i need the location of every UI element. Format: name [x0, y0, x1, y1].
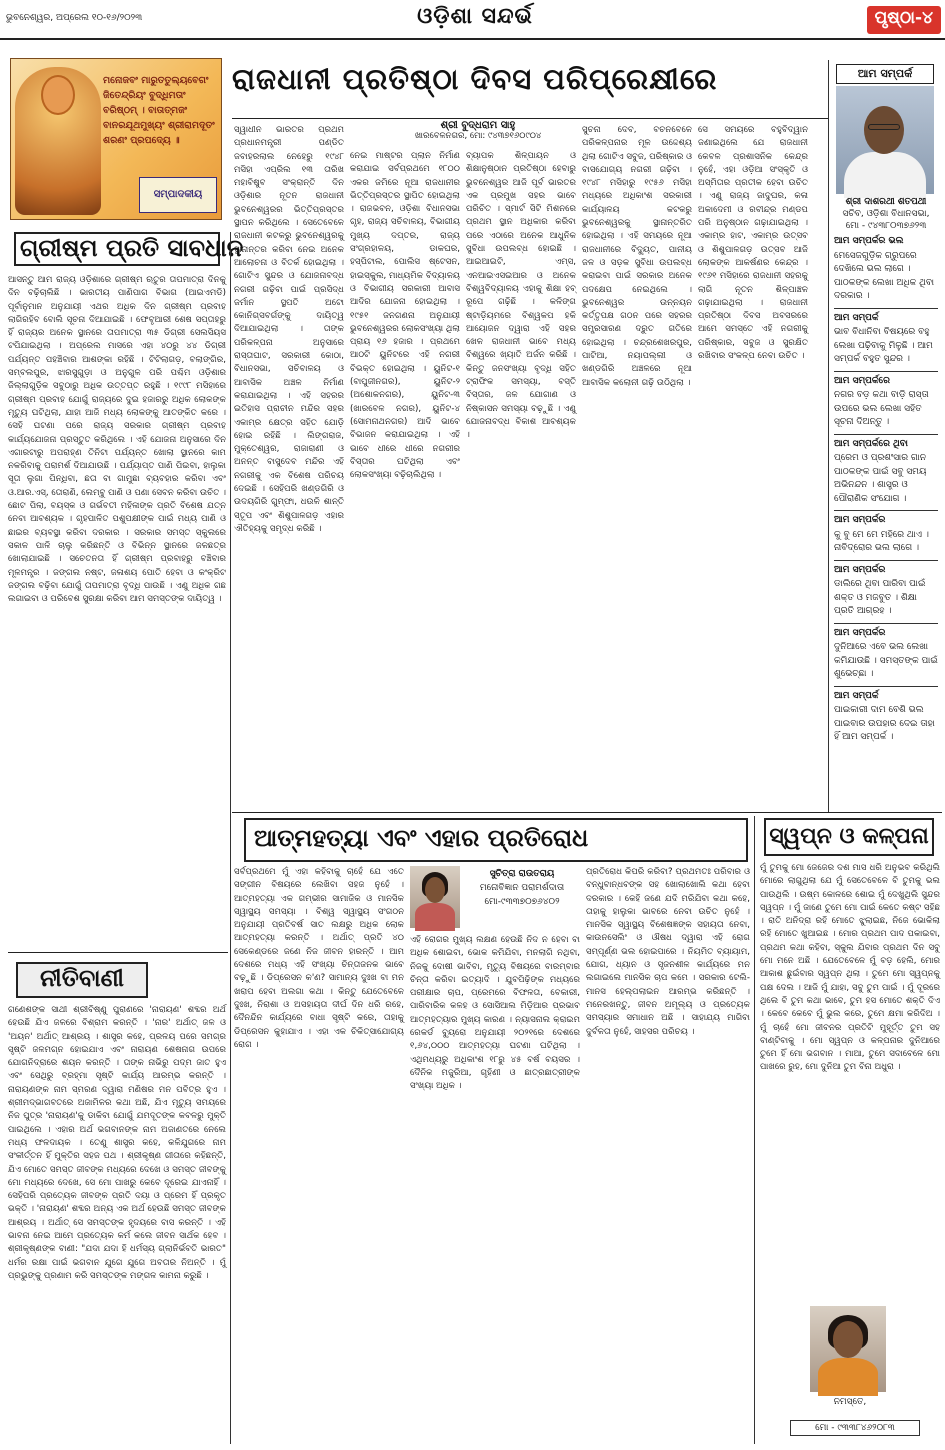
niti-heading: ନୀତିବାଣୀ: [16, 962, 148, 998]
letter-item: [834, 511, 938, 561]
divider: [232, 812, 942, 813]
letter-item: [834, 309, 938, 372]
letter-body: ନଗର ବଡ଼ କଥା ବାଡ଼ି ରାସ୍ତା ଉପରେ ଭଲ ଲେଖା ସହିତ ସୂଚନା ଦିଅନ୍ତୁ ।: [834, 390, 929, 427]
letter-title: ଆମ ସମ୍ପର୍କରେ ଥିବା: [834, 438, 908, 449]
letter-title: ଆମ ସମ୍ପର୍କ: [834, 690, 879, 701]
lead-column-2: ନେଇ ମାଷ୍ଟର ପ୍ଲାନ ନିର୍ମାଣ କରାଯାଇ ସର୍ବପ୍ରଥମେ ୧୮୦୦ ଏକର ଜମିରେ ନୂଆ ରାଜଧାନୀର ଭିତ୍ତିପ୍ରସ୍ତର ସ୍ଥାପିତ ହୋଇଥିଲା । ରାଜଭବନ, ଓଡ଼ିଶା ବିଧାନସଭା ଗୃହ, ରାଜ୍ୟ ସଚିବାଳୟ, ବିଭାଗୀୟ ମୁଖ୍ୟ ଦପ୍ତର, ରାଜ୍ୟ ସଂଗ୍ରହାଳୟ, ଡାକଘର, ହସ୍ପିଟାଲ, ପୋଲିସ ଷ୍ଟେସନ, ହାଇସ୍କୁଲ, ମାଧ୍ୟମିକ ବିଦ୍ୟାଳୟ ଓ ବିଭାଗୀୟ ସରକାରୀ ଆବାସ ଆଦିର ଯୋଜନା ହୋଇଥିଲା । ୧୯୫୧ ଜନଗଣନା ଅନୁଯାୟୀ ଭୁବନେଶ୍ୱରର ଲୋକସଂଖ୍ୟା ଥିଲା ପ୍ରାୟ ୧୬ ହଜାର । ପ୍ରଥମେ ଆଠଟି ୟୁନିଟରେ ଏହି ନଗରୀ ବିଭକ୍ତ ହୋଇଥିଲା । ୟୁନିଟ-୧ (ବାପୁଜୀନଗର), ୟୁନିଟ-୨ (ଅଶୋକନଗର), ୟୁନିଟ-୩ (ଖାରବେଳ ନଗର), ୟୁନିଟ-୪ (ସୋମନାଥନଗର) ଆଦି ଭାବେ ବିଭାଜନ କରାଯାଇଥିଲା । ଏହି ଭାବେ ଧୀରେ ଧୀରେ ନଗରୀର ବିସ୍ତାର ଘଟିଥିଲା ଏବଂ ଲୋକସଂଖ୍ୟା ବଢ଼ିଚାଲିଥିଲା ।: [350, 151, 460, 481]
suicide-article-headline: ଆତ୍ମହତ୍ୟା ଏବଂ ଏହାର ପ୍ରତିରୋଧ: [244, 818, 748, 862]
issue-date: ଭୁବନେଶ୍ୱର, ଅପ୍ରେଲ ୧୦-୧୬/୨୦୨୩: [6, 13, 143, 23]
newspaper-name: ଓଡ଼ିଶା ସନ୍ଦର୍ଭ: [417, 4, 533, 29]
quote-verse: ମନୋଜବଂ ମାରୁତତୁଲ୍ୟବେଗଂ ଜିତେନ୍ଦ୍ରିୟଂ ବୁଦ୍ଧିମତାଂ ବରିଷ୍ଠମ୍ । ବାତାତ୍ମଜଂ ବାନରଯୂଥମୁଖ୍ୟଂ ଶ୍ରୀରାମଦୂତଂ ଶରଣଂ ପ୍ରପଦ୍ୟେ ॥: [103, 75, 215, 146]
suicide-column-1: ସର୍ବପ୍ରଥମେ ମୁଁ ଏହା କହିବାକୁ ଚାହେଁ ଯେ ଏତେ ସଙ୍ଗୀନ ବିଷୟରେ ଲେଖିବା ସହଜ ନୁହେଁ । ଆତ୍ମହତ୍ୟା ଏକ ଗମ୍ଭୀର ସାମାଜିକ ଓ ମାନସିକ ସ୍ୱାସ୍ଥ୍ୟ ସମସ୍ୟା । ବିଶ୍ୱ ସ୍ୱାସ୍ଥ୍ୟ ସଂଗଠନ ଅନୁଯାୟୀ ପ୍ରତିବର୍ଷ ସାତ ଲକ୍ଷରୁ ଅଧିକ ଲୋକ ଆତ୍ମହତ୍ୟା କରନ୍ତି । ଅର୍ଥାତ୍ ପ୍ରତି ୪୦ ସେକେଣ୍ଡରେ ଜଣେ ନିଜ ଜୀବନ ହାରନ୍ତି । ଆମ ଦେଶରେ ମଧ୍ୟ ଏହି ସଂଖ୍ୟା ଚିନ୍ତାଜନକ ଭାବେ ବଢ଼ୁଛି । ଡିପ୍ରେସନ କ'ଣ? ସାମାନ୍ୟ ଦୁଃଖ ବା ମନ ଖରାପ ହେବା ଅଲଗା କଥା । କିନ୍ତୁ ଯେତେବେଳେ ଦୁଃଖ, ନିରାଶା ଓ ଅସହାୟତା ଦୀର୍ଘ ଦିନ ଧରି ରହେ, ଦୈନନ୍ଦିନ କାର୍ଯ୍ୟରେ ବାଧା ସୃଷ୍ଟି କରେ, ତାହାକୁ ଡିପ୍ରେସନ କୁହାଯାଏ । ଏହା ଏକ ଚିକିତ୍ସାଯୋଗ୍ୟ ରୋଗ ।: [234, 867, 404, 1050]
letter-body: ଡାଲିରେ ଥିବା ପାରିବା ପାଇଁ ଶକ୍ତ ଓ ମଜବୁତ । ଶିକ୍ଷା ପ୍ରତି ଆଗ୍ରହ ।: [834, 579, 926, 616]
suicide-author-contact: ମୋ-୯୩୩୭୦୭୬୪୦୨: [484, 897, 560, 907]
secretary-title: ସଚିବ, ଓଡ଼ିଶା ବିଧାନସଭା,: [842, 209, 930, 219]
letter-item: [834, 624, 938, 687]
dream-author: ନମସ୍ତେ,: [833, 1397, 867, 1407]
letter-item: [834, 561, 938, 624]
sidebar-tag: ଆମ ସମ୍ପର୍କ: [836, 64, 934, 84]
dream-contact: ମୋ - ୯୩୩୮୪୬୨୦୮୩: [790, 1420, 920, 1436]
devotional-quote-panel: [10, 58, 222, 220]
lead-author-contact: ଖାରବେଳନଗର, ମୋ: ୯୪୩୭୧୬୦୯୦୪: [414, 131, 542, 141]
dream-article-heading: ସ୍ୱପ୍ନ ଓ କଳ୍ପନା: [764, 818, 934, 856]
divider: [8, 952, 228, 953]
suicide-author-role: ମନୋବିଜ୍ଞାନ ପରାମର୍ଶଦାତା: [479, 883, 565, 893]
divider: [232, 118, 828, 119]
suicide-column-2: ଏହି ରୋଗର ମୁଖ୍ୟ ଲକ୍ଷଣ ହେଉଛି ନିଦ ନ ହେବା ବା ଅଧିକ ଶୋଇବା, ଭୋକ କମିଯିବା, ମନଲାଗି ନଥିବା, ନିଜକୁ ଦୋଷୀ ଭାବିବା, ମୃତ୍ୟୁ ବିଷୟରେ ବାରମ୍ବାର ଚିନ୍ତା କରିବା ଇତ୍ୟାଦି । ଯୁବପିଢ଼ିଙ୍କ ମଧ୍ୟରେ ପରୀକ୍ଷାର ଚାପ, ପ୍ରେମରେ ବିଫଳତା, ବେକାରୀ, ପାରିବାରିକ କଳହ ଓ ସୋସିଆଲ ମିଡ଼ିଆର ପ୍ରଭାବ ଆତ୍ମହତ୍ୟାର ମୁଖ୍ୟ କାରଣ । ନ୍ୟାସନାଲ କ୍ରାଇମ ରେକର୍ଡ ବ୍ୟୁରୋ ଅନୁଯାୟୀ ୨୦୨୧ରେ ଦେଶରେ ୧,୬୪,୦୦୦ ଆତ୍ମହତ୍ୟା ଘଟଣା ଘଟିଥିଲା । ଏଥିମଧ୍ୟରୁ ଅଧିକାଂଶ ୧୮ରୁ ୪୫ ବର୍ଷ ବୟସର । ଦୈନିକ ମଜୁରିଆ, ଗୃହିଣୀ ଓ ଛାତ୍ରଛାତ୍ରୀଙ୍କ ସଂଖ୍ୟା ଅଧିକ ।: [410, 935, 580, 1092]
letter-title: ଆମ ସମ୍ପର୍କରେ: [834, 375, 890, 386]
page-number-badge: ପୃଷ୍ଠା-୪: [867, 6, 941, 34]
lead-column-5: ସେ ସମୟରେ ବହୁବିଦ୍ୱାନ ଜଣାଇଥିଲେ ଯେ ରାଜଧାନୀ କେବଳ ପ୍ରଶାସନିକ କେନ୍ଦ୍ର ନୁହେଁ, ଏହା ଓଡ଼ିଆ ସଂସ୍କୃତି ଓ ଅସ୍ମିତାର ପ୍ରତୀକ ହେବା ଉଚିତ । ଏଣୁ ରାଜ୍ୟ ଜାଦୁଘର, କଳା ଅକାଦେମୀ ଓ ରବୀନ୍ଦ୍ର ମଣ୍ଡପ ପରି ଅନୁଷ୍ଠାନ ଗଢ଼ାଯାଇଥିଲା । ଏକାମ୍ର ହାଟ, ଏକାମ୍ର ଉତ୍ସବ ଓ ଶିଶୁପାଳଗଡ଼ ଉତ୍ସବ ଆଜି ଲୋକଙ୍କ ଆକର୍ଷଣର କେନ୍ଦ୍ର । ୧୯୬୧ ମସିହାରେ ରାଜଧାନୀ ସହରକୁ ଲାଗି ନୂତନ ଶିଳ୍ପାଞ୍ଚଳ ଗଢ଼ାଯାଇଥିଲା । ରାଜଧାନୀ ପ୍ରତିଷ୍ଠା ଦିବସ ଅବସରରେ ଆମେ ସମସ୍ତେ ଏହି ନଗରୀକୁ ପରିଷ୍କାର, ସବୁଜ ଓ ସୁରକ୍ଷିତ ରଖିବାର ସଂକଳ୍ପ ନେବା ଉଚିତ ।: [698, 125, 808, 362]
lead-column-3: ବ୍ୟାପକ ଶିଳ୍ପାୟନ ଓ ଶିକ୍ଷାନୁଷ୍ଠାନ ପ୍ରତିଷ୍ଠା ହେବାରୁ ଭୁବନେଶ୍ୱର ଆଜି ପୂର୍ବ ଭାରତର ଏକ ପ୍ରମୁଖ ସହର ଭାବେ ପରିଚିତ । ସ୍ମାର୍ଟ ସିଟି ମିଶନରେ ପ୍ରଥମ ସ୍ଥାନ ଅଧିକାର କରିବା ପରେ ଏଠାରେ ଅନେକ ଆଧୁନିକ ସୁବିଧା ଉପଲବ୍ଧ ହୋଇଛି । ଆଇଆଇଟି, ଏମ୍ସ, ଏନଆଇଏସଇଆର ଓ ଅନେକ ବିଶ୍ୱବିଦ୍ୟାଳୟ ଏହାକୁ ଶିକ୍ଷା ହବ୍ ରୂପେ ଗଢ଼ିଛି । କଳିଙ୍ଗ ଷ୍ଟାଡ଼ିୟମରେ ବିଶ୍ୱକପ ହକି ଆୟୋଜନ ଦ୍ୱାରା ଏହି ସହର ଖେଳ ରାଜଧାନୀ ଭାବେ ମଧ୍ୟ ବିଶ୍ୱରେ ଖ୍ୟାତି ଅର୍ଜନ କରିଛି । କିନ୍ତୁ ଜନସଂଖ୍ୟା ବୃଦ୍ଧି ସହିତ ଟ୍ରାଫିକ ସମସ୍ୟା, ବସ୍ତି ବିସ୍ତାର, ଜଳ ଯୋଗାଣ ଓ ନିଷ୍କାସନ ସମସ୍ୟା ବଢ଼ୁଛି । ଏଣୁ ଯୋଜନାବଦ୍ଧ ବିକାଶ ଆବଶ୍ୟକ ।: [466, 151, 576, 441]
secretary-name: ଶ୍ରୀ ଦାଶରଥୀ ଶତପଥୀ: [845, 197, 927, 207]
letters-column: [834, 232, 938, 749]
column-divider: [828, 60, 829, 812]
secretary-photo: [836, 86, 934, 194]
lead-column-1: ସ୍ୱାଧୀନ ଭାରତର ପ୍ରଥମ ପ୍ରଧାନମନ୍ତ୍ରୀ ପଣ୍ଡିତ ଜବାହରଲାଲ ନେହେରୁ ୧୯୪୮ ମସିହା ଏପ୍ରିଲ ୧୩ ତାରିଖ ମହାବିଷୁବ ସଂକ୍ରାନ୍ତି ଦିନ ଓଡ଼ିଶାର ନୂତନ ରାଜଧାନୀ ଭୁବନେଶ୍ୱରର ଭିତ୍ତିପ୍ରସ୍ତର ସ୍ଥାପନ କରିଥିଲେ । ସେତେବେଳେ ରାଜଧାନୀ କଟକରୁ ଭୁବନେଶ୍ୱରକୁ ସ୍ଥାନାନ୍ତର କରିବା ନେଇ ଅନେକ ଆଲୋଚନା ଓ ବିତର୍କ ହୋଇଥିଲା । ଗୋଟିଏ ସୁନ୍ଦର ଓ ଯୋଜନାବଦ୍ଧ ନଗରୀ ଗଢ଼ିବା ପାଇଁ ପ୍ରସିଦ୍ଧ ଜର୍ମାନ ସ୍ଥପତି ଅଟୋ କୋନିଗ୍ସବର୍ଗଙ୍କୁ ଦାୟିତ୍ୱ ଦିଆଯାଇଥିଲା । ତାଙ୍କ ପରିକଳ୍ପନା ଅନୁସାରେ ରାସ୍ତାଘାଟ, ସରକାରୀ କୋଠା, ବିଧାନସଭା, ସଚିବାଳୟ ଓ ଆବାସିକ ଅଞ୍ଚଳ ନିର୍ମାଣ କରାଯାଇଥିଲା । ଏହି ସହରର ଇତିହାସ ପ୍ରାଚୀନ ମନ୍ଦିର ସହର ଏକାମ୍ର କ୍ଷେତ୍ର ସହିତ ଯୋଡ଼ି ହୋଇ ରହିଛି । ଲିଙ୍ଗରାଜ, ମୁକ୍ତେଶ୍ୱର, ରାଜାରାଣୀ ଓ ଅନନ୍ତ ବାସୁଦେବ ମନ୍ଦିର ଏହି ନଗରୀକୁ ଏକ ବିଶେଷ ପରିଚୟ ଦେଇଛି । ସେହିପରି ଖଣ୍ଡଗିରି ଓ ଉଦୟଗିରି ଗୁମ୍ଫା, ଧଉଳି ଶାନ୍ତି ସ୍ତୂପ ଏବଂ ଶିଶୁପାଳଗଡ଼ ଏହାର ଐତିହ୍ୟକୁ ସମୃଦ୍ଧ କରିଛି ।: [234, 125, 344, 534]
lead-headline: ରାଜଧାନୀ ପ୍ରତିଷ୍ଠା ଦିବସ ପରିପ୍ରେକ୍ଷୀରେ: [232, 62, 718, 96]
column-divider: [754, 816, 755, 1444]
author-photo-dream: [810, 1306, 886, 1392]
summer-article-heading: ଗ୍ରୀଷ୍ମ ପ୍ରତି ସାବଧାନ: [14, 232, 220, 266]
suicide-author: ସୁଚିତ୍ରା ରାଉତରାୟ: [489, 869, 555, 879]
lead-author: ଶ୍ରୀ ବୁଦ୍ଧରାମ ସାହୁ: [440, 120, 516, 131]
letter-body: ପାଇକାରୀ ଦାମ ବେଶି ଭଲ ପାଇବାର ଉପହାର ଦେଇ ତାହା ହିଁ ଆମ ସମ୍ପର୍କ ।: [834, 705, 935, 742]
letter-body: ମେସେଜଗୁଡ଼ିକ ଗ୍ରୁପରେ ଦେଖିଲେ ଭଲ ଲାଗେ । ପାଠକଙ୍କ ଲେଖା ଅଧିକ ଥିବା ଦରକାର ।: [834, 250, 935, 301]
letter-body: ପ୍ରେମ ଓ ପ୍ରଶଂସାର ଗାନ ପାଠକଙ୍କ ପାଇଁ ସବୁ ସମୟ ଅଭିନନ୍ଦନ । ଶାସ୍ତ୍ର ଓ ପୌରାଣିକ ସଂଯୋଗ ।: [834, 453, 927, 504]
niti-body: ଗଣେଶଙ୍କ ସାଥୀ ଶ୍ରୀବିଷ୍ଣୁ ପୁରାଣରେ 'ନାରାୟଣ' ଶବ୍ଦର ଅର୍ଥ ହେଉଛି ଯିଏ ଜଳରେ ବିଶ୍ରାମ କରନ୍ତି । 'ନାର' ଅର୍ଥାତ୍ ଜଳ ଓ 'ଅୟନ' ଅର୍ଥାତ୍ ଆଶ୍ରୟ । ଶାସ୍ତ୍ର କହେ, ପ୍ରଳୟ ପରେ ସମଗ୍ର ସୃଷ୍ଟି ଜଳମଗ୍ନ ହୋଇଯାଏ ଏବଂ ନାରାୟଣ ଶେଷନାଗ ଉପରେ ଯୋଗନିଦ୍ରାରେ ଶୟନ କରନ୍ତି । ତାଙ୍କ ନାଭିରୁ ପଦ୍ମ ଜାତ ହୁଏ ଏବଂ ସେଥିରୁ ବ୍ରହ୍ମା ସୃଷ୍ଟି କାର୍ଯ୍ୟ ଆରମ୍ଭ କରନ୍ତି । ନାରାୟଣଙ୍କ ନାମ ସ୍ମରଣ ଦ୍ୱାରା ମଣିଷର ମନ ପବିତ୍ର ହୁଏ । ଶ୍ରୀମଦ୍ଭାଗବତରେ ଅଜାମିଳର କଥା ଅଛି, ଯିଏ ମୃତ୍ୟୁ ସମୟରେ ନିଜ ପୁତ୍ର 'ନାରାୟଣ'କୁ ଡାକିବା ଯୋଗୁଁ ଯମଦୂତଙ୍କ କବଳରୁ ମୁକ୍ତି ପାଇଥିଲେ । ଏହାର ଅର୍ଥ ଭଗବାନଙ୍କ ନାମ ଅଜାଣତରେ ନେଲେ ମଧ୍ୟ ଫଳଦାୟକ । ତେଣୁ ଶାସ୍ତ୍ର କହେ, କଳିଯୁଗରେ ନାମ ସଂକୀର୍ତ୍ତନ ହିଁ ମୁକ୍ତିର ସହଜ ପଥ । ଶ୍ରୀକୃଷ୍ଣ ଗୀତାରେ କହିଛନ୍ତି, ଯିଏ ମୋତେ ସମସ୍ତ ଜୀବଙ୍କ ମଧ୍ୟରେ ଦେଖେ ଓ ସମସ୍ତ ଜୀବଙ୍କୁ ମୋ ମଧ୍ୟରେ ଦେଖେ, ସେ ମୋ ପାଖରୁ କେବେ ଦୂରେଇ ଯାଏନାହିଁ । ସେହିପରି ପ୍ରତ୍ୟେକ ଜୀବଙ୍କ ପ୍ରତି ଦୟା ଓ ପ୍ରେମ ହିଁ ପ୍ରକୃତ ଭକ୍ତି । 'ନାରାୟଣ' ଶବ୍ଦର ଅନ୍ୟ ଏକ ଅର୍ଥ ହେଉଛି ସମସ୍ତ ଜୀବଙ୍କ ଆଶ୍ରୟ । ଅର୍ଥାତ୍ ସେ ସମସ୍ତଙ୍କ ହୃଦୟରେ ବାସ କରନ୍ତି । ଏହି ଭାବନା ନେଇ ଆମେ ପ୍ରତ୍ୟେକ କର୍ମ କଲେ ଜୀବନ ସାର୍ଥକ ହେବ । ଶ୍ରୀକୃଷ୍ଣଙ୍କ ବାଣୀ: "ଯଦା ଯଦା ହି ଧର୍ମସ୍ୟ ଗ୍ଲାନିର୍ଭବତି ଭାରତ" ଧର୍ମର ରକ୍ଷା ପାଇଁ ଭଗବାନ ଯୁଗେ ଯୁଗେ ଅବତାର ନିଅନ୍ତି । ମୁଁ ପ୍ରଭୁଙ୍କୁ ପ୍ରଣାମ କରି ସମସ୍ତଙ୍କ ମଙ୍ଗଳ କାମନା କରୁଛି ।: [8, 1005, 226, 1281]
secretary-contact: ମୋ - ୯୪୩୮୦୩୭୬୨୩: [845, 221, 927, 231]
letter-body: ଭାବ ବିଧାନିବା ବିଷୟରେ ବହୁ ଲେଖା ପଢ଼ିବାକୁ ମିଳୁଛି । ଆମ ସମ୍ପର୍କ ବହୁତ ସୁନ୍ଦର ।: [834, 327, 933, 364]
lead-byline: [348, 120, 608, 141]
column-divider: [230, 232, 231, 1444]
editorial-logo: ସମ୍ପାଦକୀୟ: [139, 177, 217, 213]
suicide-column-3: ପ୍ରତିରୋଧ କିପରି କରିବା? ପ୍ରଥମତଃ ପରିବାର ଓ ବନ୍ଧୁବାନ୍ଧବଙ୍କ ସହ ଖୋଲାଖୋଲି କଥା ହେବା ଦରକାର । କେହି ଜଣେ ଯଦି ମରିଯିବା କଥା କହେ, ତାହାକୁ ହାଲୁକା ଭାବରେ ନେବା ଉଚିତ ନୁହେଁ । ମାନସିକ ସ୍ୱାସ୍ଥ୍ୟ ବିଶେଷଜ୍ଞଙ୍କ ସହାୟତା ନେବା, କାଉନସେଲିଂ ଓ ଔଷଧ ଦ୍ୱାରା ଏହି ରୋଗ ସମ୍ପୂର୍ଣ୍ଣ ଭଲ ହୋଇପାରେ । ନିୟମିତ ବ୍ୟାୟାମ, ଯୋଗ, ଧ୍ୟାନ ଓ ସୃଜନଶୀଳ କାର୍ଯ୍ୟରେ ମନ ଲଗାଇଲେ ମାନସିକ ଚାପ କମେ । ସରକାର ଟେଲି-ମାନସ ହେଲ୍ପଲାଇନ ଆରମ୍ଭ କରିଛନ୍ତି । ମନେରଖନ୍ତୁ, ଜୀବନ ଅମୂଲ୍ୟ ଓ ପ୍ରତ୍ୟେକ ସମସ୍ୟାର ସମାଧାନ ଅଛି । ସାହାଯ୍ୟ ମାଗିବା ଦୁର୍ବଳତା ନୁହେଁ, ସାହସର ପରିଚୟ ।: [586, 867, 750, 1037]
masthead: [0, 0, 945, 40]
hanuman-illustration-icon: [15, 67, 101, 215]
letter-title: ଆମ ସମ୍ପର୍କର: [834, 627, 886, 638]
dream-article-body: ମୁଁ ତୁମକୁ ମୋ ଜେଜେର ଦଶ ମାସ ଧରି ଅନୁଭବ କରିଥିଲି ମୋରେ ଲାଗୁଥିଲା ଯେ ମୁଁ ସେତେବେଳେ ବି ତୁମକୁ ଭଲ ପାଉଥିଲି । ଉଷ୍ମ କୋଳରେ ଶୋଇ ମୁଁ ଦେଖୁଥିଲି ସୁନ୍ଦର ସ୍ୱପ୍ନ । ମୁଁ ଜାଣେ ତୁମେ ମୋ ପାଇଁ କେତେ କଷ୍ଟ ସହିଛ । ରାତି ଅନିଦ୍ରା ରହି ମୋତେ ଝୁଲାଇଛ, ନିଜେ ଭୋକିଲା ରହି ମୋତେ ଖୁଆଇଛ । ମୋର ପ୍ରଥମ ପାଦ ପକାଇବା, ପ୍ରଥମ କଥା କହିବା, ସ୍କୁଲ ଯିବାର ପ୍ରଥମ ଦିନ ସବୁ ମୋ ମନେ ଅଛି । ଯେତେବେଳେ ମୁଁ ବଡ଼ ହେଲି, ମୋର ଆକାଶ ଛୁଇଁବାର ସ୍ୱପ୍ନ ଥିଲା । ତୁମେ ମୋ ସ୍ୱପ୍ନକୁ ପକ୍ଷ ଦେଲ । ଆଜି ମୁଁ ଯାହା, ସବୁ ତୁମ ପାଇଁ । ମୁଁ ଦୂରରେ ଥିଲେ ବି ତୁମ କଥା ଭାବେ, ତୁମ ହସ ମୋତେ ଶକ୍ତି ଦିଏ । କେବେ କେବେ ମୁଁ ଭୁଲ କରେ, ତୁମେ କ୍ଷମା କରିଦିଅ । ମୁଁ ଚାହେଁ ମୋ ଜୀବନର ପ୍ରତିଟି ମୁହୂର୍ତ୍ତ ତୁମ ସହ ବାଣ୍ଟିବାକୁ । ମୋ ସ୍ୱପ୍ନ ଓ କଳ୍ପନାର ଦୁନିଆରେ ତୁମେ ହିଁ ମୋ ଭଗବାନ । ମାଆ, ତୁମେ ସଦାବେଳେ ମୋ ପାଖରେ ରୁହ, ମୋ ଦୁନିଆ ତୁମ ବିନା ଅଧୁରା ।: [760, 863, 940, 1073]
letter-title: ଆମ ସମ୍ପର୍କ: [834, 312, 879, 323]
letter-title: ଆମ ସମ୍ପର୍କର ଭଲ: [834, 236, 904, 246]
letter-item: [834, 687, 938, 749]
letter-title: ଆମ ସମ୍ପର୍କର: [834, 564, 886, 575]
letter-body: କୁ ବୁ ମେ ମେ ମହିରେ ଥାଏ । ନାବିଦ୍ରୋର ଭଲ ଲାଗେ ।: [834, 529, 929, 553]
letter-item: [834, 372, 938, 435]
summer-article-body: ଆସନ୍ତୁ ଆମ ରାଜ୍ୟ ଓଡ଼ିଶାରେ ଗ୍ରୀଷ୍ମ ଋତୁର ତାପମାତ୍ରା ଦିନକୁ ଦିନ ବଢ଼ିଚାଲିଛି । ଭାରତୀୟ ପାଣିପାଗ ବିଭାଗ (ଆଇଏମଡି) ପୂର୍ବାନୁମାନ ଅନୁଯାୟୀ ଏଥର ଅଧିକ ଦିନ ଗ୍ରୀଷ୍ମ ପ୍ରବାହ ଲାଗିରହିବ ବୋଲି ସୂଚନା ଦିଆଯାଇଛି । ଫେବୃଆରୀ ଶେଷ ସପ୍ତାହରୁ ହିଁ ରାଜ୍ୟର ଅନେକ ସ୍ଥାନରେ ତାପମାତ୍ରା ୩୫ ଡିଗ୍ରୀ ସେଲସିୟସ ଟପିଯାଇଥିଲା । ଅପ୍ରେଲ ମାସରେ ଏହା ୪୦ରୁ ୪୪ ଡିଗ୍ରୀ ପର୍ଯ୍ୟନ୍ତ ପହଞ୍ଚିବାର ଆଶଙ୍କା ରହିଛି । ଟିଟିଲାଗଡ଼, ବଲାଙ୍ଗିର, ସମ୍ବଲପୁର, ଝାରସୁଗୁଡ଼ା ଓ ଅନୁଗୁଳ ପରି ପଶ୍ଚିମ ଓଡ଼ିଶାର ଜିଲ୍ଲାଗୁଡ଼ିକ ସବୁଠାରୁ ଅଧିକ ଉତ୍ତପ୍ତ ରହୁଛି । ୧୯୯୮ ମସିହାରେ ଗ୍ରୀଷ୍ମ ପ୍ରବାହ ଯୋଗୁଁ ରାଜ୍ୟରେ ଦୁଇ ହଜାରରୁ ଅଧିକ ଲୋକଙ୍କ ମୃତ୍ୟୁ ଘଟିଥିଲା, ଯାହା ଆଜି ମଧ୍ୟ ଲୋକଙ୍କୁ ଆତଙ୍କିତ କରେ । ସେହି ଘଟଣା ପରେ ରାଜ୍ୟ ସରକାର ଗ୍ରୀଷ୍ମ ପ୍ରବାହ କାର୍ଯ୍ୟଯୋଜନା ପ୍ରସ୍ତୁତ କରିଥିଲେ । ଏହି ଯୋଜନା ଅନୁସାରେ ଦିନ ଏଗାରଟାରୁ ଅପରାହ୍ଣ ତିନିଟା ପର୍ଯ୍ୟନ୍ତ ଖୋଲା ସ୍ଥାନରେ କାମ ନକରିବାକୁ ପରାମର୍ଶ ଦିଆଯାଉଛି । ପର୍ଯ୍ୟାପ୍ତ ପାଣି ପିଇବା, ହାଲୁକା ସୂତା ଲୁଗା ପିନ୍ଧିବା, ଛତା ବା ଗାମୁଛା ବ୍ୟବହାର କରିବା ଏବଂ ଓ.ଆର.ଏସ୍, ତୋରାଣି, ଲେମ୍ବୁ ପାଣି ଓ ପଣା ସେବନ କରିବା ଉଚିତ । ଛୋଟ ପିଲା, ବୟସ୍କ ଓ ଗର୍ଭବତୀ ମହିଳାଙ୍କ ପ୍ରତି ବିଶେଷ ଯତ୍ନ ନେବା ଆବଶ୍ୟକ । ଗୃହପାଳିତ ପଶୁପକ୍ଷୀଙ୍କ ପାଇଁ ମଧ୍ୟ ପାଣି ଓ ଛାଇର ବ୍ୟବସ୍ଥା କରିବା ଦରକାର । ସରକାର ସମସ୍ତ ସ୍କୁଲରେ ସକାଳ ପାଳି ଚାଲୁ କରିଛନ୍ତି ଓ ବିଭିନ୍ନ ସ୍ଥାନରେ ଜଳଛତ୍ର ଖୋଲାଯାଇଛି । ସଚେତନତା ହିଁ ଗ୍ରୀଷ୍ମ ପ୍ରବାହରୁ ବଞ୍ଚିବାର ମୂଳମନ୍ତ୍ର । ଜଙ୍ଗଲ ନଷ୍ଟ, ଜଳାଶୟ ପୋତି ହେବା ଓ କଂକ୍ରିଟ ଜଙ୍ଗଲ ବଢ଼ିବା ଯୋଗୁଁ ତାପମାତ୍ରା ବୃଦ୍ଧି ପାଉଛି । ଏଣୁ ଅଧିକ ଗଛ ଲଗାଇବା ଓ ପରିବେଶ ସୁରକ୍ଷା କରିବା ଆମ ସମସ୍ତଙ୍କ ଦାୟିତ୍ୱ ।: [8, 275, 226, 605]
letter-body: ଦୁନିଆରେ ଏବେ ଭଲ ଲେଖା କମିଯାଉଛି । ସମସ୍ତଙ୍କ ପାଇଁ ଶୁଭେଚ୍ଛା ।: [834, 642, 938, 679]
lead-column-4: ସୁଚନା ଦେବ, ବଚନବେଳେ ପରିକଳ୍ପନାର ମୂଳ ଉଦ୍ଦେଶ୍ୟ ଥିଲା ଗୋଟିଏ ସବୁଜ, ପରିଷ୍କାର ଓ ବାସଯୋଗ୍ୟ ନଗରୀ ଗଢ଼ିବା । ୧୯୪୮ ମସିହାରୁ ୧୯୫୬ ମସିହା ମଧ୍ୟରେ ଅଧିକାଂଶ ସରକାରୀ କାର୍ଯ୍ୟାଳୟ କଟକରୁ ଭୁବନେଶ୍ୱରକୁ ସ୍ଥାନାନ୍ତରିତ ହୋଇଥିଲା । ଏହି ସମୟରେ ନୂଆ ରାଜଧାନୀରେ ବିଦ୍ୟୁତ, ପାନୀୟ ଜଳ ଓ ସଡ଼କ ସୁବିଧା ଉପଲବ୍ଧ କରାଇବା ପାଇଁ ସରକାର ଅନେକ ପଦକ୍ଷେପ ନେଇଥିଲେ । ଭୁବନେଶ୍ୱର ଉନ୍ନୟନ କର୍ତ୍ତୃପକ୍ଷ ଗଠନ ପରେ ସହରର ସମ୍ପ୍ରସାରଣ ଦ୍ରୁତ ଗତିରେ ହୋଇଥିଲା । ଚନ୍ଦ୍ରଶେଖରପୁର, ପାଟିଆ, ନୟାପଲ୍ଲୀ ଓ ଖଣ୍ଡଗିରି ଅଞ୍ଚଳରେ ନୂଆ ଆବାସିକ କଲୋନୀ ଗଢ଼ି ଉଠିଥିଲା ।: [582, 125, 693, 388]
letter-item: [834, 435, 938, 512]
letter-title: ଆମ ସମ୍ପର୍କର: [834, 515, 886, 525]
letter-item: [834, 232, 938, 309]
author-photo-suchitra: [410, 866, 460, 928]
